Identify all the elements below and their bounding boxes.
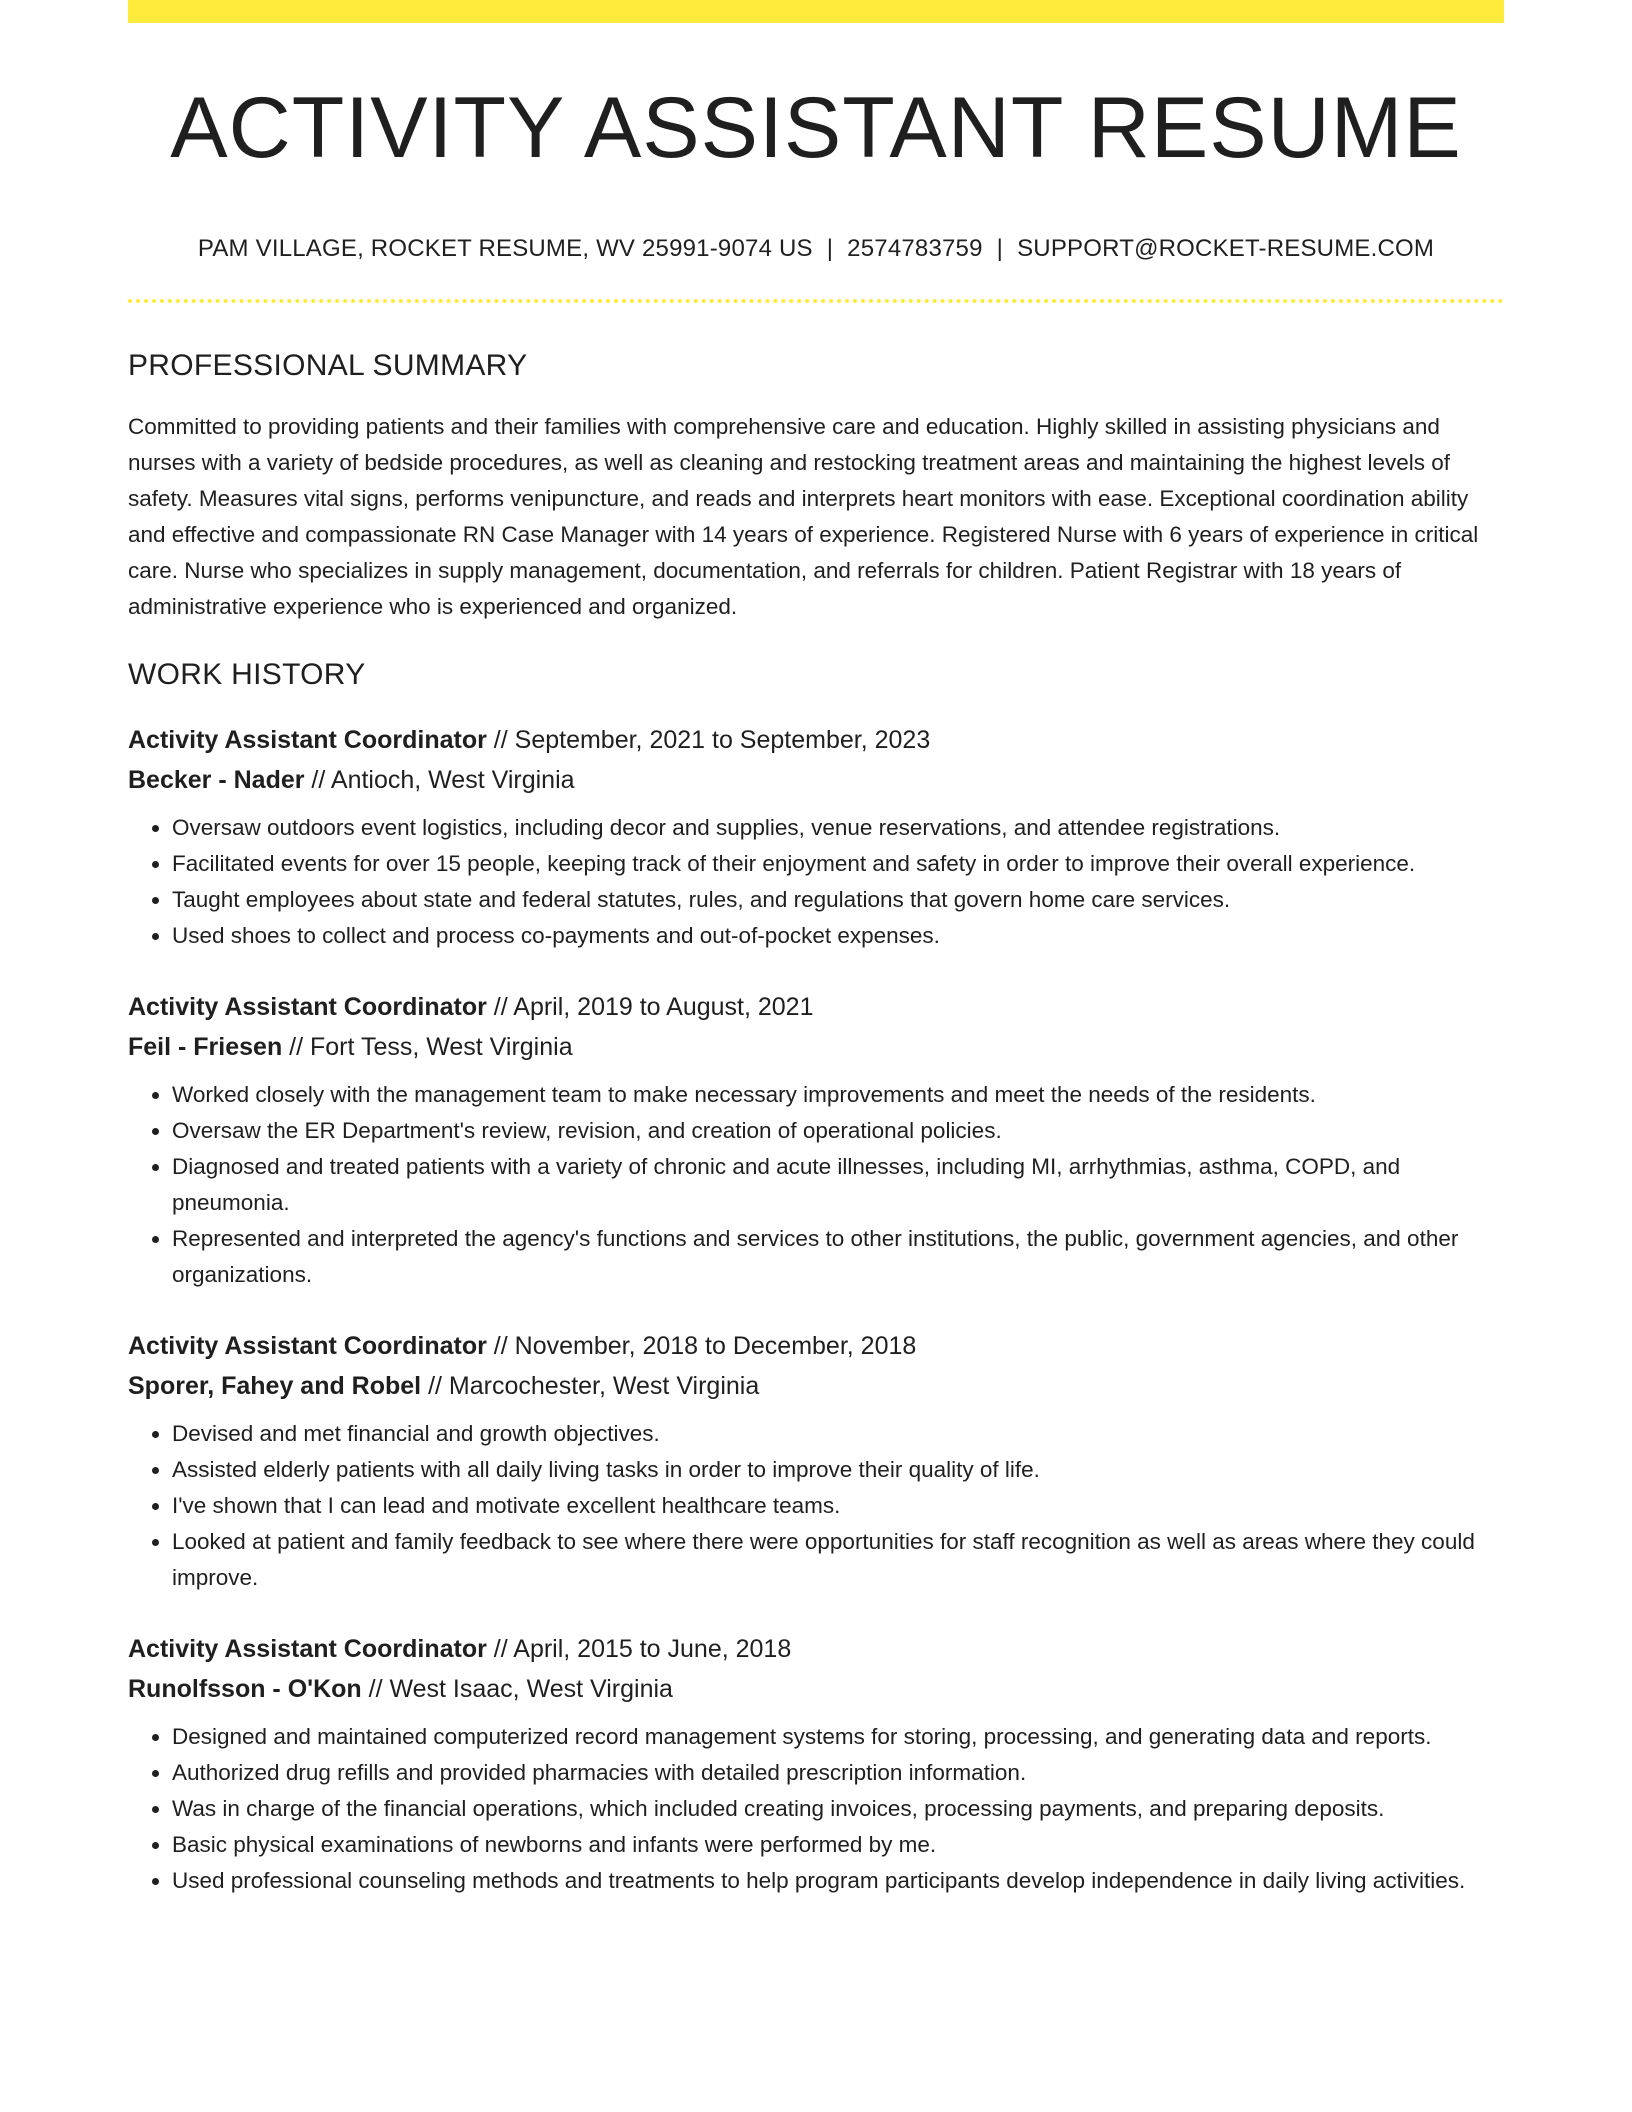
header-divider: [128, 299, 1504, 303]
job-location: // West Isaac, West Virginia: [361, 1675, 673, 1703]
job-bullet: • Assisted elderly patients with all daily living tasks in order to improve their quality of life.: [172, 1452, 1504, 1488]
job-role: Activity Assistant Coordinator: [128, 1332, 487, 1360]
job-role: Activity Assistant Coordinator: [128, 993, 487, 1021]
work-history-heading: WORK HISTORY: [128, 658, 366, 691]
job-company: Runolfsson - O'Kon: [128, 1675, 362, 1703]
contact-address: PAM VILLAGE, ROCKET RESUME, WV 25991-9074 US: [197, 235, 813, 262]
job-title-line: [128, 1326, 1504, 1366]
job-location: // Fort Tess, West Virginia: [282, 1033, 573, 1061]
job-bullet: • Diagnosed and treated patients with a variety of chronic and acute illnesses, including MI, arrhythmias, asthma, COPD, and pneumonia.: [172, 1149, 1504, 1221]
job-entry: [128, 1326, 1504, 1596]
job-company-line: [128, 1669, 1504, 1709]
job-dates: // November, 2018 to December, 2018: [486, 1332, 917, 1360]
job-role: Activity Assistant Coordinator: [128, 1635, 487, 1663]
top-accent-bar: [128, 0, 1504, 23]
resume-title: ACTIVITY ASSISTANT RESUME: [170, 80, 1462, 176]
contact-separator: |: [996, 235, 1004, 262]
job-bullets: [128, 1719, 1504, 1899]
contact-line: [128, 237, 1504, 261]
job-bullet: • Used shoes to collect and process co-payments and out-of-pocket expenses.: [172, 918, 1504, 954]
contact-separator: |: [826, 235, 834, 262]
job-bullet: • Basic physical examinations of newborns and infants were performed by me.: [172, 1827, 1504, 1863]
summary-heading: PROFESSIONAL SUMMARY: [128, 349, 528, 382]
job-bullet: • Authorized drug refills and provided pharmacies with detailed prescription information.: [172, 1755, 1504, 1791]
contact-email[interactable]: SUPPORT@ROCKET-RESUME.COM: [1017, 235, 1435, 262]
job-company-line: [128, 1027, 1504, 1067]
job-dates: // September, 2021 to September, 2023: [486, 726, 931, 754]
job-company: Becker - Nader: [128, 766, 305, 794]
job-bullets: [128, 1416, 1504, 1596]
job-location: // Antioch, West Virginia: [304, 766, 575, 794]
job-bullets: [128, 810, 1504, 954]
job-bullet: • Designed and maintained computerized record management systems for storing, processing, and generating data and reports.: [172, 1719, 1504, 1755]
job-bullet: • Oversaw outdoors event logistics, including decor and supplies, venue reservations, and attendee registrations.: [172, 810, 1504, 846]
job-role: Activity Assistant Coordinator: [128, 726, 487, 754]
job-company: Sporer, Fahey and Robel: [128, 1372, 422, 1400]
job-title-line: [128, 987, 1504, 1027]
job-company: Feil - Friesen: [128, 1033, 283, 1061]
job-bullet: • Worked closely with the management team to make necessary improvements and meet the needs of the residents.: [172, 1077, 1504, 1113]
job-bullet: • Looked at patient and family feedback to see where there were opportunities for staff recognition as well as areas where they could improve.: [172, 1524, 1504, 1596]
job-bullet: • Devised and met financial and growth objectives.: [172, 1416, 1504, 1452]
resume-page: [128, 0, 1504, 1899]
summary-text: Committed to providing patients and their families with comprehensive care and education. Highly skilled in assisting physicians and nurses with a variety of bedside procedures, as well as cleaning and restocking treatment areas and maintaining the highest levels of safety. Measures vital signs, performs venipuncture, and reads and interprets heart monitors with ease. Exceptional coordination ability and effective and compassionate RN Case Manager with 14 years of experience. Registered Nurse with 6 years of experience in critical care. Nurse who specializes in supply management, documentation, and referrals for children. Patient Registrar with 18 years of administrative experience who is experienced and organized.: [128, 414, 1479, 619]
job-entry: [128, 720, 1504, 954]
contact-phone: 2574783759: [847, 235, 983, 262]
job-entry: [128, 987, 1504, 1293]
job-bullet: • I've shown that I can lead and motivate excellent healthcare teams.: [172, 1488, 1504, 1524]
job-title-line: [128, 720, 1504, 760]
job-location: // Marcochester, West Virginia: [421, 1372, 760, 1400]
job-bullet: • Used professional counseling methods and treatments to help program participants develop independence in daily living activities.: [172, 1863, 1504, 1899]
job-dates: // April, 2015 to June, 2018: [486, 1635, 792, 1663]
job-bullet: • Facilitated events for over 15 people, keeping track of their enjoyment and safety in order to improve their overall experience.: [172, 846, 1504, 882]
job-company-line: [128, 760, 1504, 800]
job-company-line: [128, 1366, 1504, 1406]
job-bullet: • Was in charge of the financial operations, which included creating invoices, processing payments, and preparing deposits.: [172, 1791, 1504, 1827]
job-title-line: [128, 1629, 1504, 1669]
job-bullet: • Taught employees about state and federal statutes, rules, and regulations that govern home care services.: [172, 882, 1504, 918]
job-entry: [128, 1629, 1504, 1899]
job-bullet: • Represented and interpreted the agency's functions and services to other institutions, the public, government agencies, and other organizations.: [172, 1221, 1504, 1293]
job-dates: // April, 2019 to August, 2021: [486, 993, 814, 1021]
job-bullet: • Oversaw the ER Department's review, revision, and creation of operational policies.: [172, 1113, 1504, 1149]
job-bullets: [128, 1077, 1504, 1293]
